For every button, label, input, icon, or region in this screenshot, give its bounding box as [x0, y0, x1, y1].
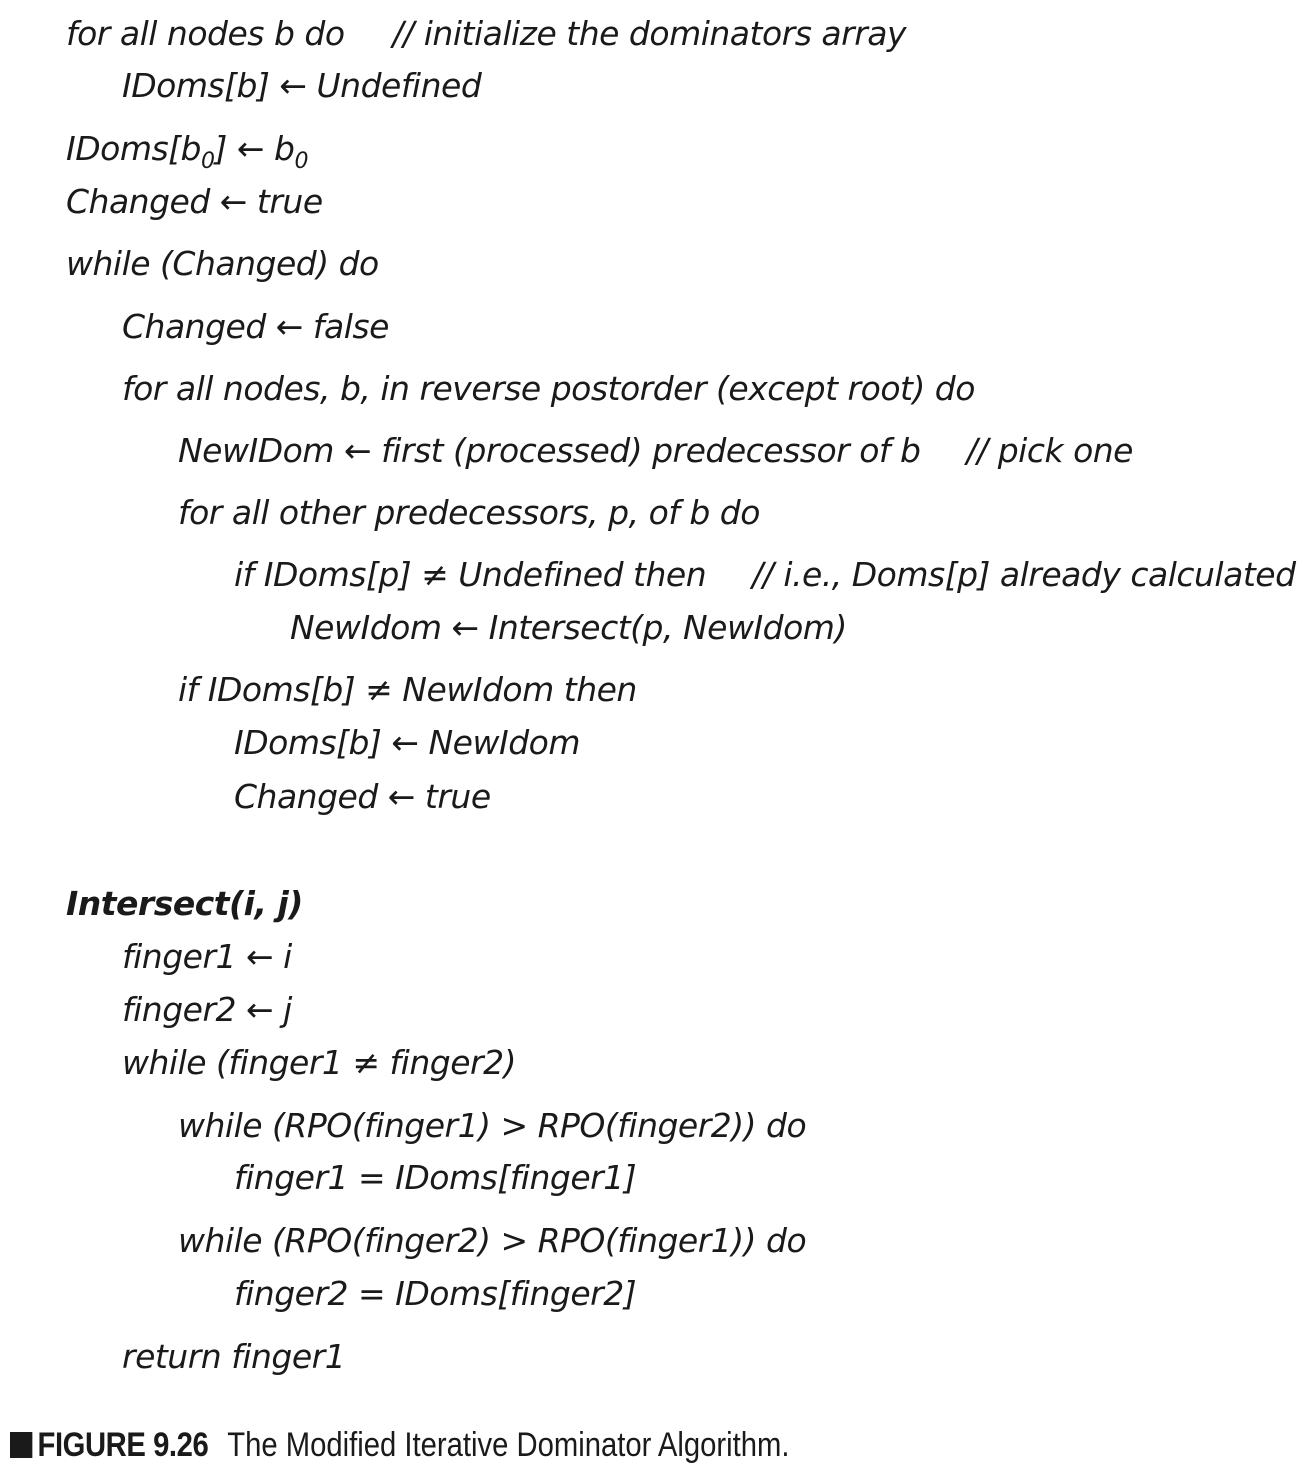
code-line: Changed ← true [234, 777, 491, 816]
code-line: IDoms[b] ← NewIdom [234, 723, 580, 762]
code-line: return finger1 [122, 1337, 346, 1376]
code-text: NewIDom ← first (processed) predecessor of b [178, 431, 921, 470]
code-line: NewIdom ← Intersect(p, NewIdom) [290, 608, 847, 647]
figure-caption [10, 1425, 790, 1465]
code-line: finger1 = IDoms[finger1] [234, 1158, 637, 1197]
code-comment: // i.e., Doms[p] already calculated [752, 555, 1296, 594]
code-line: Changed ← true [66, 182, 323, 221]
code-line: IDoms[b] ← Undefined [122, 66, 482, 105]
code-comment: // pick one [966, 431, 1133, 470]
code-line: while (finger1 ≠ finger2) [122, 1043, 516, 1082]
code-line [234, 555, 1296, 595]
code-line: Changed ← false [122, 307, 389, 346]
code-line: if IDoms[b] ≠ NewIdom then [178, 670, 637, 709]
code-comment: // initialize the dominators array [392, 14, 907, 53]
code-text: if IDoms[p] ≠ Undefined then [234, 555, 707, 594]
code-line: while (RPO(finger2) > RPO(finger1)) do [178, 1221, 807, 1260]
code-line: while (RPO(finger1) > RPO(finger2)) do [178, 1106, 807, 1145]
code-line: for all nodes, b, in reverse postorder (except root) do [122, 369, 975, 408]
code-text: for all nodes b do [66, 14, 345, 53]
subscript: 0 [201, 149, 215, 174]
figure-label: FIGURE 9.26 [37, 1426, 209, 1464]
code-line: while (Changed) do [66, 244, 379, 283]
code-line: finger2 = IDoms[finger2] [234, 1274, 637, 1313]
code-line: for all other predecessors, p, of b do [178, 493, 760, 532]
code-text: ] ← b [214, 129, 295, 168]
code-line: finger2 ← j [122, 990, 292, 1029]
code-line: finger1 ← i [122, 937, 292, 976]
code-line [178, 431, 1133, 471]
caption-text: The Modified Iterative Dominator Algorithm. [227, 1426, 790, 1464]
square-bullet-icon [10, 1432, 32, 1458]
code-text: IDoms[b [66, 129, 201, 168]
subscript: 0 [294, 149, 308, 174]
code-line [66, 129, 308, 182]
code-line [66, 14, 906, 54]
function-header: Intersect(i, j) [66, 884, 303, 923]
